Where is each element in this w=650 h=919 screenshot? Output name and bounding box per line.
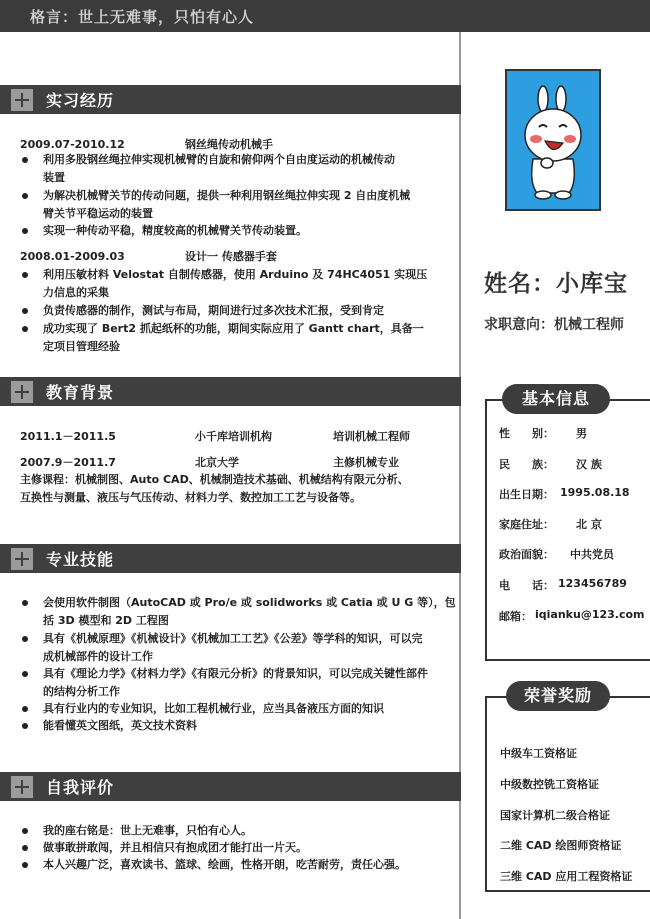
bullet-dot	[22, 723, 28, 729]
section-header-internship	[0, 85, 461, 114]
bullet-dot	[22, 326, 28, 332]
job2-bullet-2: 负责传感器的制作，测试与布局，期间进行过多次技术汇报，受到肯定	[43, 304, 384, 317]
bullet-dot	[22, 636, 28, 642]
info-label-political: 政治面貌：	[499, 548, 554, 561]
info-value-gender: 男	[576, 427, 587, 440]
skill-3: 具有《理论力学》《材料力学》《有限元分析》的背景知识，可以完成关键性部件 的结构分析工作	[43, 667, 428, 698]
section-title: 自我评价	[46, 778, 115, 797]
bullet-dot	[22, 862, 28, 868]
candidate-name: 姓名：小库宝	[484, 271, 628, 297]
plus-icon	[11, 548, 33, 570]
plus-icon	[11, 89, 33, 111]
info-value-birth: 1995.08.18	[560, 486, 630, 499]
job-objective: 求职意向：机械工程师	[484, 317, 624, 333]
self-eval-3: 本人兴趣广泛，喜欢读书、篮球、绘画，性格开朗，吃苦耐劳，责任心强。	[43, 858, 406, 871]
info-value-political: 中共党员	[570, 548, 614, 561]
section-header-skills	[0, 544, 461, 573]
job1-title: 钢丝绳传动机械手	[185, 138, 273, 151]
cartoon-avatar-icon	[507, 71, 599, 209]
bullet-dot	[22, 157, 28, 163]
section-title: 教育背景	[46, 383, 115, 402]
edu1-school: 小千库培训机构	[195, 430, 272, 443]
honor-item: 二维 CAD 绘图师资格证	[500, 839, 622, 852]
skill-1: 会使用软件制图（AutoCAD 或 Pro/e 或 solidworks 或 Catia 或 U G 等），包 括 3D 模型和 2D 工程图	[43, 596, 456, 627]
job2-bullet-3: 成功实现了 Bert2 抓起纸杯的功能，期间实际应用了 Gantt chart，具备一 定项目管理经验	[43, 322, 424, 353]
skill-2: 具有《机械原理》《机械设计》《机械加工工艺》《公差》等学科的知识，可以完 成机械部件的设计工作	[43, 632, 423, 663]
info-value-email: iqianku@123.com	[535, 608, 645, 621]
section-title: 专业技能	[46, 550, 115, 569]
job1-bullet-2: 为解决机械臂关节的传动问题，提供一种利用钢丝绳拉伸实现 2 自由度机械 臂关节平稳运动的装置	[43, 189, 411, 220]
bullet-dot	[22, 272, 28, 278]
plus-icon	[11, 381, 33, 403]
honors-box	[485, 696, 650, 892]
self-eval-2: 做事敢拼敢闯，并且相信只有抱成团才能打出一片天。	[43, 841, 307, 854]
info-label-ethnicity: 民 族：	[499, 458, 554, 471]
job1-bullet-3: 实现一种传动平稳，精度较高的机械臂关节传动装置。	[43, 224, 307, 237]
job2-date: 2008.01-2009.03	[20, 250, 125, 263]
basic-info-title: 基本信息	[502, 384, 610, 414]
bullet-dot	[22, 228, 28, 234]
job2-bullet-1: 利用压敏材料 Velostat 自制传感器，使用 Arduino 及 74HC4051 实现压 力信息的采集	[43, 268, 428, 299]
edu-courses: 主修课程：机械制图、Auto CAD、机械制造技术基础、机械结构有限元分析、 互换性与测量、液压与气压传动、材料力学、数控加工工艺与设备等。	[20, 473, 409, 504]
bullet-dot	[22, 706, 28, 712]
skill-5: 能看懂英文图纸，英文技术资料	[43, 719, 197, 732]
info-label-gender: 性 别：	[499, 427, 554, 440]
honor-item: 中级数控铣工资格证	[500, 778, 599, 791]
section-header-education	[0, 377, 461, 406]
info-label-phone: 电 话：	[499, 579, 554, 592]
edu1-major: 培训机械工程师	[333, 430, 410, 443]
edu2-school: 北京大学	[195, 456, 239, 469]
edu1-date: 2011.1－2011.5	[20, 430, 116, 443]
edu2-major: 主修机械专业	[333, 456, 399, 469]
bullet-dot	[22, 600, 28, 606]
info-value-phone: 123456789	[558, 577, 627, 590]
self-eval-1: 我的座右铭是：世上无难事，只怕有心人。	[43, 824, 252, 837]
bullet-dot	[22, 845, 28, 851]
plus-icon	[11, 776, 33, 798]
info-label-address: 家庭住址：	[499, 518, 554, 531]
bullet-dot	[22, 671, 28, 677]
honor-item: 中级车工资格证	[500, 747, 577, 760]
motto-text: 格言：世上无难事，只怕有心人	[30, 8, 255, 26]
honor-item: 国家计算机二级合格证	[500, 809, 610, 822]
edu2-date: 2007.9－2011.7	[20, 456, 116, 469]
job1-bullet-1: 利用多股钢丝绳拉伸实现机械臂的自旋和俯仰两个自由度运动的机械传动 装置	[43, 153, 395, 184]
info-label-email: 邮箱：	[499, 610, 532, 623]
info-value-ethnicity: 汉 族	[576, 458, 602, 471]
skill-4: 具有行业内的专业知识，比如工程机械行业，应当具备液压方面的知识	[43, 702, 384, 715]
bullet-dot	[22, 828, 28, 834]
info-label-birth: 出生日期：	[499, 488, 554, 501]
section-header-self	[0, 772, 461, 801]
info-value-address: 北 京	[576, 518, 602, 531]
bullet-dot	[22, 193, 28, 199]
top-banner	[0, 0, 650, 32]
job2-title: 设计一 传感器手套	[185, 250, 277, 263]
honor-item: 三维 CAD 应用工程资格证	[500, 870, 633, 883]
avatar	[505, 69, 601, 211]
bullet-dot	[22, 308, 28, 314]
honors-title: 荣誉奖励	[506, 681, 610, 711]
job1-date: 2009.07-2010.12	[20, 138, 125, 151]
section-title: 实习经历	[46, 91, 115, 110]
